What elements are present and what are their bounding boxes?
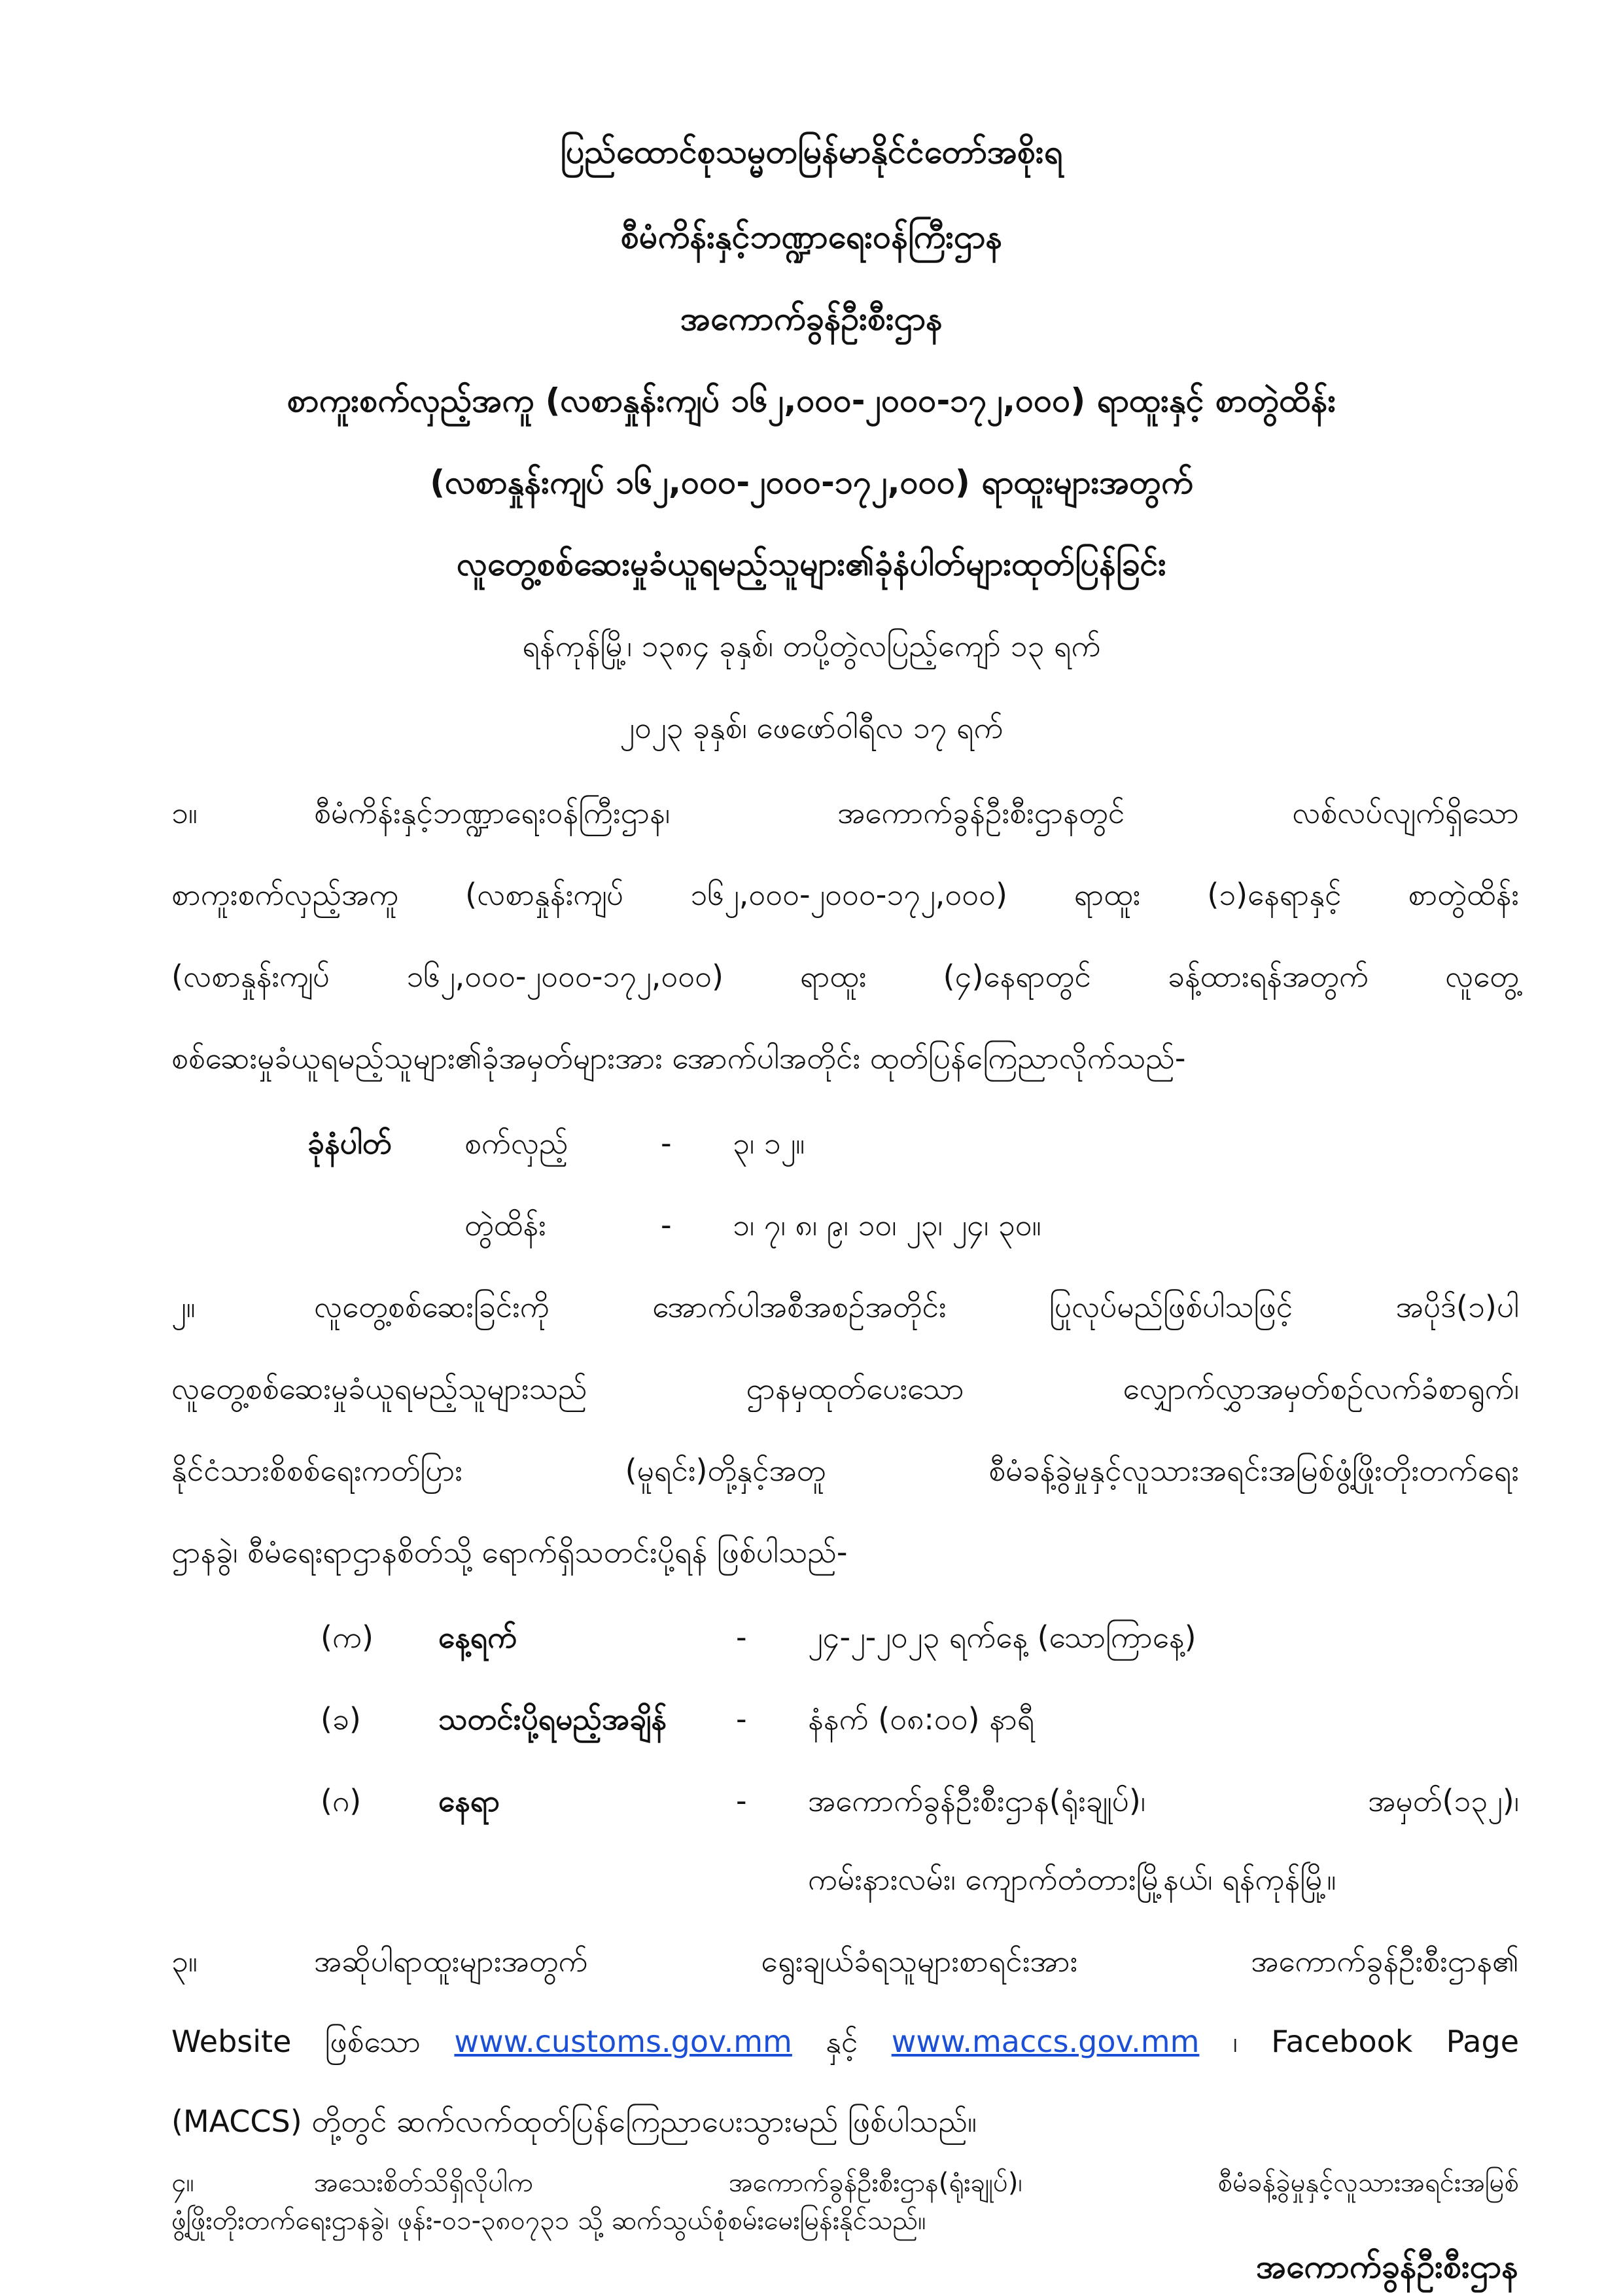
header-ministry: စီမံကိန်းနှင့်ဘဏ္ဍာရေးဝန်ကြီးဌာန xyxy=(620,218,1003,256)
header-title-line1: စာကူးစက်လှည့်အကူ (လစာနှုန်းကျပ် ၁၆၂,၀၀၀-၂၀၀၀-၁၇၂,၀၀၀) ရာထူးနှင့် စာတွဲထိန်း xyxy=(287,381,1336,419)
schedule-mark-kha: (ခ) xyxy=(321,1701,361,1737)
schedule-mark-ka: (က) xyxy=(321,1619,374,1655)
seat-row2-dash: - xyxy=(661,1207,672,1243)
para2-line3: နိုင်ငံသားစိစစ်ရေးကတ်ပြား (မူရင်း)တို့နှင့်အတူ စီမံခန့်ခွဲမှုနှင့်လူသားအရင်းအမြစ်ဖွံ့ဖြိုးတိုးတက်ရေး xyxy=(171,1453,1519,1488)
customs-website-link[interactable]: www.customs.gov.mm xyxy=(454,2024,792,2059)
schedule-value-date: ၂၄-၂-၂၀၂၃ ရက်နေ့ (သောကြာနေ့) xyxy=(808,1619,1196,1655)
para1-line3: (လစာနှုန်းကျပ် ၁၆၂,၀၀၀-၂၀၀၀-၁၇၂,၀၀၀) ရာထူး (၄)နေရာတွင် ခန့်ထားရန်အတွက် လူတွေ့ xyxy=(171,959,1519,994)
para2-line2: လူတွေ့စစ်ဆေးမှုခံယူရမည့်သူများသည် ဌာနမှထုတ်ပေးသော လျှောက်လွှာအမှတ်စဉ်လက်ခံစာရွက်၊ xyxy=(171,1371,1519,1406)
schedule-dash-date: - xyxy=(736,1619,747,1655)
and-text: နှင့် xyxy=(826,2024,858,2059)
schedule-label-date: နေ့ရက် xyxy=(438,1619,517,1655)
header-department: အကောက်ခွန်ဦးစီးဌာန xyxy=(680,300,943,338)
schedule-dash-time: - xyxy=(736,1701,747,1737)
para4-line1: အသေးစိတ်သိရှိလိုပါက အကောက်ခွန်ဦးစီးဌာန(ရုံးချုပ်)၊ စီမံခန့်ခွဲမှုနှင့်လူသားအရင်းအမြစ် xyxy=(314,2168,1519,2198)
para4-line2: ဖွံ့ဖြိုးတိုးတက်ရေးဌာနခွဲ၊ ဖုန်း-၀၁-၃၈၀၇၃၁ သို့ ဆက်သွယ်စုံစမ်းမေးမြန်းနိုင်သည်။ xyxy=(171,2206,926,2236)
signature-department: အကောက်ခွန်ဦးစီးဌာန xyxy=(1256,2248,1518,2286)
facebook-page-text: ၊ Facebook Page xyxy=(1232,2024,1519,2059)
para1-line2: စာကူးစက်လှည့်အကူ (လစာနှုန်းကျပ် ၁၆၂,၀၀၀-၂၀၀၀-၁၇၂,၀၀၀) ရာထူး (၁)နေရာနှင့် စာတွဲထိန်း xyxy=(171,877,1519,912)
seat-label: ခုံနံပါတ် xyxy=(307,1125,392,1161)
schedule-label-time: သတင်းပို့ရမည့်အချိန် xyxy=(438,1701,667,1737)
para3-line1: အဆိုပါရာထူးများအတွက် ရွေးချယ်ခံရသူများစာရင်းအား အကောက်ခွန်ဦးစီးဌာန၏ xyxy=(314,1943,1519,1979)
para2-line4: ဌာနခွဲ၊ စီမံရေးရာဌာနစိတ်သို့ ရောက်ရှိသတင်းပို့ရန် ဖြစ်ပါသည်- xyxy=(171,1534,848,1570)
para2-line1: လူတွေ့စစ်ဆေးခြင်းကို အောက်ပါအစီအစဉ်အတိုင်း ပြုလုပ်မည်ဖြစ်ပါသဖြင့် အပိုဒ်(၁)ပါ xyxy=(314,1289,1519,1324)
para3-line3: (MACCS) တို့တွင် ဆက်လက်ထုတ်ပြန်ကြေညာပေးသွားမည် ဖြစ်ပါသည်။ xyxy=(171,2104,977,2139)
para3-number: ၃။ xyxy=(171,1943,198,1979)
seat-row1-name: စက်လှည့် xyxy=(464,1125,568,1161)
seat-row1-value: ၃၊ ၁၂။ xyxy=(733,1125,805,1161)
para4-number: ၄။ xyxy=(171,2168,194,2198)
header-title-line2: (လစာနှုန်းကျပ် ၁၆၂,၀၀၀-၂၀၀၀-၁၇၂,၀၀၀) ရာထူးများအတွက် xyxy=(430,463,1193,501)
para1-number: ၁။ xyxy=(171,795,198,830)
date-gregorian: ၂၀၂၃ ခုနှစ်၊ ဖေဖော်ဝါရီလ ၁၇ ရက် xyxy=(620,710,1003,745)
para2-number: ၂။ xyxy=(171,1289,196,1324)
schedule-dash-place: - xyxy=(736,1783,747,1818)
seat-row2-name: တွဲထိန်း xyxy=(464,1207,546,1243)
schedule-value-time: နံနက် (၀၈:၀၀) နာရီ xyxy=(808,1701,1035,1737)
maccs-website-link[interactable]: www.maccs.gov.mm xyxy=(891,2024,1200,2059)
date-myanmar: ရန်ကုန်မြို့၊ ၁၃၈၄ ခုနှစ်၊ တပို့တွဲလပြည့်ကျော် ၁၃ ရက် xyxy=(522,628,1101,663)
schedule-label-place: နေရာ xyxy=(438,1783,500,1818)
para3-line2 xyxy=(171,2021,1519,2062)
header-title-line3: လူတွေ့စစ်ဆေးမှုခံယူရမည့်သူများ၏ခုံနံပါတ်များထုတ်ပြန်ခြင်း xyxy=(457,545,1166,583)
para1-line4: စစ်ဆေးမှုခံယူရမည့်သူများ၏ခုံအမှတ်များအား အောက်ပါအတိုင်း ထုတ်ပြန်ကြေညာလိုက်သည်- xyxy=(171,1040,1186,1076)
seat-row2-value: ၁၊ ၇၊ ၈၊ ၉၊ ၁၀၊ ၂၃၊ ၂၄၊ ၃၀။ xyxy=(733,1207,1041,1243)
website-prefix: Website ဖြစ်သော xyxy=(171,2024,421,2059)
schedule-value-place: အကောက်ခွန်ဦးစီးဌာန(ရုံးချုပ်)၊ အမှတ်(၁၃၂)၊ xyxy=(808,1783,1519,1818)
para1-line1: စီမံကိန်းနှင့်ဘဏ္ဍာရေးဝန်ကြီးဌာန၊ အကောက်ခွန်ဦးစီးဌာနတွင် လစ်လပ်လျက်ရှိသော xyxy=(314,795,1519,830)
header-government: ပြည်ထောင်စုသမ္မတမြန်မာနိုင်ငံတော်အစိုးရ xyxy=(560,133,1063,171)
schedule-mark-ga: (ဂ) xyxy=(321,1783,362,1818)
seat-row1-dash: - xyxy=(661,1125,672,1161)
schedule-value-place-line2: ကမ်းနားလမ်း၊ ကျောက်တံတားမြို့နယ်၊ ရန်ကုန်မြို့။ xyxy=(808,1862,1336,1897)
